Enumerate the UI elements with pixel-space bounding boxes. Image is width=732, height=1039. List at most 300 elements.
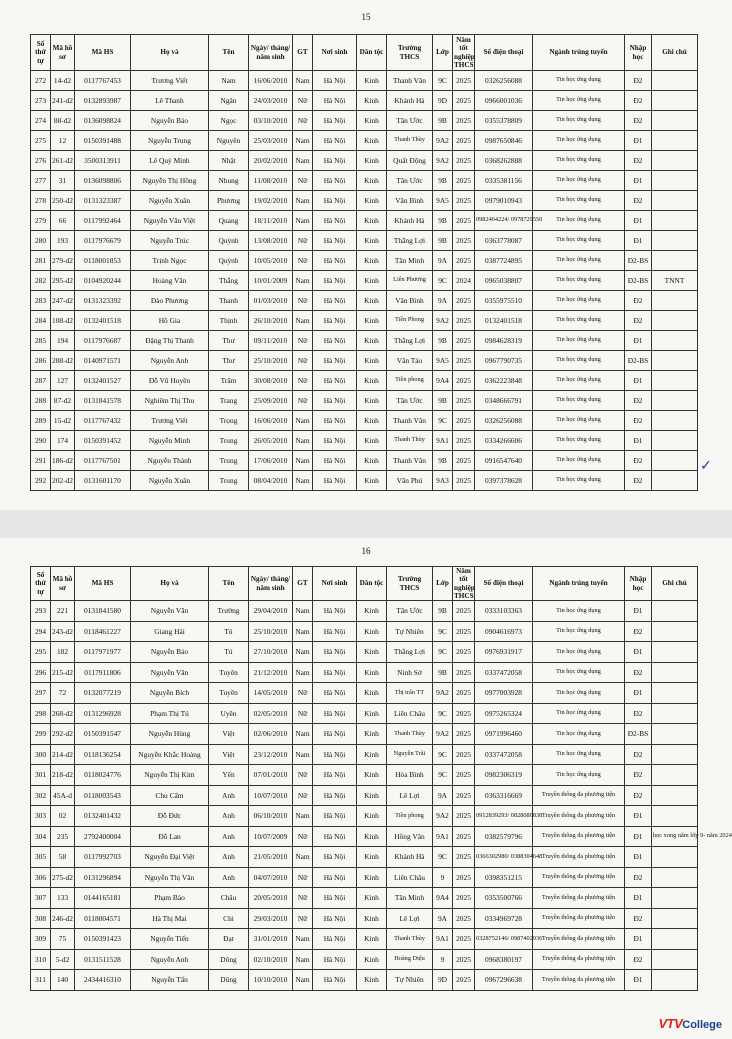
table-cell: 2025 bbox=[453, 621, 475, 642]
table-cell: 2025 bbox=[453, 703, 475, 724]
table-cell: Quỳnh bbox=[209, 251, 249, 271]
table-cell: Nguyễn Khắc Hoàng bbox=[131, 744, 209, 765]
table-cell: 288 bbox=[31, 391, 51, 411]
table-cell: Thắng bbox=[209, 271, 249, 291]
table-cell: 280 bbox=[31, 231, 51, 251]
table-cell: Nguyễn Hùng bbox=[131, 724, 209, 745]
column-header: Số điện thoại bbox=[475, 567, 533, 601]
table-cell: Nguyên bbox=[209, 131, 249, 151]
table-cell: 295 bbox=[31, 642, 51, 663]
table-cell: Đ1 bbox=[625, 601, 652, 622]
table-cell: Yến bbox=[209, 765, 249, 786]
table-cell: Phương bbox=[209, 191, 249, 211]
table-cell: Đỗ Vũ Huyền bbox=[131, 371, 209, 391]
table-row bbox=[31, 826, 698, 847]
table-cell: 2025 bbox=[453, 683, 475, 704]
table-cell: 2025 bbox=[453, 949, 475, 970]
column-header: Tên bbox=[209, 567, 249, 601]
table-cell: 2025 bbox=[453, 231, 475, 251]
table-cell: Nguyễn Đại Việt bbox=[131, 847, 209, 868]
table-cell: 0912839293/ 0828080838 bbox=[475, 806, 533, 827]
table-cell bbox=[652, 171, 698, 191]
table-cell: Hà Nội bbox=[313, 351, 357, 371]
table-cell: Tin học ứng dụng bbox=[533, 371, 625, 391]
table-cell: Kinh bbox=[357, 91, 387, 111]
table-cell: Trâm bbox=[209, 371, 249, 391]
table-cell: 0131323392 bbox=[75, 291, 131, 311]
table-cell: Thư bbox=[209, 351, 249, 371]
column-header: Nơi sinh bbox=[313, 567, 357, 601]
table-cell: Đ2 bbox=[625, 111, 652, 131]
table-row bbox=[31, 785, 698, 806]
table-cell: Kinh bbox=[357, 744, 387, 765]
table-cell: Kinh bbox=[357, 331, 387, 351]
column-header: GT bbox=[293, 35, 313, 71]
table-cell: Kinh bbox=[357, 662, 387, 683]
table-cell: 276 bbox=[31, 151, 51, 171]
table-cell: Đ2-BS bbox=[625, 271, 652, 291]
table-cell: Hoàng Diệu bbox=[387, 949, 433, 970]
table-cell: Đ1 bbox=[625, 888, 652, 909]
table-cell: Nữ bbox=[293, 91, 313, 111]
table-cell: 2025 bbox=[453, 251, 475, 271]
table-cell: Tin học ứng dụng bbox=[533, 451, 625, 471]
table-cell: 9A2 bbox=[433, 683, 453, 704]
table-cell: 0117976679 bbox=[75, 231, 131, 251]
table-cell: 292-d2 bbox=[51, 724, 75, 745]
table-cell: Hà Nội bbox=[313, 311, 357, 331]
table-cell: 45A-d bbox=[51, 785, 75, 806]
table-cell: Việt bbox=[209, 724, 249, 745]
table-cell: 277 bbox=[31, 171, 51, 191]
table-cell: 0117767501 bbox=[75, 451, 131, 471]
table-cell: 9A2 bbox=[433, 806, 453, 827]
table-cell: 285 bbox=[31, 331, 51, 351]
table-cell: Tin học ứng dụng bbox=[533, 291, 625, 311]
table-cell: Nữ bbox=[293, 826, 313, 847]
table-cell: 0967296638 bbox=[475, 970, 533, 991]
table-cell: 9A5 bbox=[433, 351, 453, 371]
table-cell: 0982464224/ 0978729550 bbox=[475, 211, 533, 231]
table-cell: Hà Nội bbox=[313, 765, 357, 786]
table-cell: Truyền thông đa phương tiện bbox=[533, 867, 625, 888]
table-cell: Anh bbox=[209, 826, 249, 847]
table-cell: 275-d2 bbox=[51, 867, 75, 888]
table-cell: Trọng bbox=[209, 411, 249, 431]
table-cell: Quất Động bbox=[387, 151, 433, 171]
table-cell: Hòa Bình bbox=[387, 765, 433, 786]
table-cell: Tin học ứng dụng bbox=[533, 91, 625, 111]
table-cell: Dũng bbox=[209, 970, 249, 991]
table-cell: Nữ bbox=[293, 231, 313, 251]
table-cell: 0118461227 bbox=[75, 621, 131, 642]
table-cell: Hà Nội bbox=[313, 683, 357, 704]
table-cell: 9A2 bbox=[433, 131, 453, 151]
column-header: Năm tốt nghiệp THCS bbox=[454, 567, 475, 600]
table-cell bbox=[652, 621, 698, 642]
table-cell: Nam bbox=[293, 970, 313, 991]
table-cell: 72 bbox=[51, 683, 75, 704]
table-row bbox=[31, 929, 698, 950]
table-cell: 0150391423 bbox=[75, 929, 131, 950]
table-cell: Kinh bbox=[357, 191, 387, 211]
table-cell: 0326256088 bbox=[475, 411, 533, 431]
table-cell: Nguyễn Tiến bbox=[131, 929, 209, 950]
table-cell: Nguyễn Minh bbox=[131, 431, 209, 451]
table-cell: 9A2 bbox=[433, 724, 453, 745]
table-cell: Khánh Hà bbox=[387, 211, 433, 231]
table-cell: 03/10/2010 bbox=[249, 111, 293, 131]
page-number: 15 bbox=[361, 12, 371, 22]
table-cell: Tân Ước bbox=[387, 601, 433, 622]
column-header: Trường THCS bbox=[387, 567, 433, 601]
table-cell: Thắng Lợi bbox=[387, 642, 433, 663]
table-cell bbox=[652, 949, 698, 970]
table-row bbox=[31, 111, 698, 131]
table-cell: Tin học ứng dụng bbox=[533, 703, 625, 724]
table-cell: 0348666791 bbox=[475, 391, 533, 411]
table-cell: 0131296928 bbox=[75, 703, 131, 724]
table-cell: 20/02/2010 bbox=[249, 151, 293, 171]
table-cell: Thanh Thùy bbox=[387, 431, 433, 451]
table-cell: Tân Ước bbox=[387, 111, 433, 131]
table-cell: 9A bbox=[433, 908, 453, 929]
table-cell: Đ1 bbox=[625, 826, 652, 847]
table-cell bbox=[652, 251, 698, 271]
table-cell: 9B bbox=[433, 451, 453, 471]
table-cell: 9C bbox=[433, 642, 453, 663]
page-16 bbox=[0, 538, 732, 1039]
table-cell: 02 bbox=[51, 806, 75, 827]
table-cell: Quỳnh bbox=[209, 231, 249, 251]
table-cell: 9D bbox=[433, 91, 453, 111]
table-cell: Hà Nội bbox=[313, 744, 357, 765]
table-cell: Hà Nội bbox=[313, 662, 357, 683]
table-cell: 17/06/2010 bbox=[249, 451, 293, 471]
table-cell: Hồ Gia bbox=[131, 311, 209, 331]
table-cell bbox=[652, 211, 698, 231]
table-row bbox=[31, 91, 698, 111]
table-cell: 214-d2 bbox=[51, 744, 75, 765]
table-cell: 9B bbox=[433, 231, 453, 251]
table-row bbox=[31, 411, 698, 431]
table-cell: 279 bbox=[31, 211, 51, 231]
table-cell: Hà Nội bbox=[313, 231, 357, 251]
table-cell: Văn Phú bbox=[387, 471, 433, 491]
table-cell bbox=[652, 888, 698, 909]
table-row bbox=[31, 431, 698, 451]
table-cell: Nguyễn Bảo bbox=[131, 642, 209, 663]
table-cell: Nam bbox=[293, 311, 313, 331]
table-cell bbox=[652, 431, 698, 451]
table-cell: 311 bbox=[31, 970, 51, 991]
table-cell: 9C bbox=[433, 744, 453, 765]
table-cell: 309 bbox=[31, 929, 51, 950]
table-cell: Kinh bbox=[357, 908, 387, 929]
table-cell: Đào Phương bbox=[131, 291, 209, 311]
table-cell: Việt bbox=[209, 744, 249, 765]
table-cell: 291 bbox=[31, 451, 51, 471]
column-header: Họ và bbox=[131, 35, 209, 71]
table-cell: 02/10/2010 bbox=[249, 949, 293, 970]
column-header: Mã hồ sơ bbox=[51, 567, 75, 601]
table-cell: 29/03/2010 bbox=[249, 908, 293, 929]
table-cell: Phạm Thị Tú bbox=[131, 703, 209, 724]
table-cell: 0131296894 bbox=[75, 867, 131, 888]
table-row bbox=[31, 191, 698, 211]
table-cell: 0975265324 bbox=[475, 703, 533, 724]
table-cell: 0132401518 bbox=[475, 311, 533, 331]
table-cell: Kinh bbox=[357, 71, 387, 91]
table-cell: 0368262888 bbox=[475, 151, 533, 171]
table-cell: Nguyễn Anh bbox=[131, 949, 209, 970]
table-cell: 286 bbox=[31, 351, 51, 371]
table-cell: Nam bbox=[293, 724, 313, 745]
table-cell: 2434416310 bbox=[75, 970, 131, 991]
table-row bbox=[31, 621, 698, 642]
table-row bbox=[31, 471, 698, 491]
column-header: Ghi chú bbox=[652, 567, 698, 601]
table-cell: Truyền thông đa phương tiện bbox=[533, 908, 625, 929]
table-cell: Ngọc bbox=[209, 111, 249, 131]
table-cell: 9A4 bbox=[433, 888, 453, 909]
table-cell bbox=[652, 371, 698, 391]
table-cell: 02/05/2010 bbox=[249, 703, 293, 724]
table-cell: Hà Nội bbox=[313, 970, 357, 991]
table-cell: Nữ bbox=[293, 331, 313, 351]
table-cell: 0118024776 bbox=[75, 765, 131, 786]
table-cell: 9C bbox=[433, 271, 453, 291]
table-cell: 10/05/2010 bbox=[249, 251, 293, 271]
table-cell: 0131841578 bbox=[75, 391, 131, 411]
table-cell: Trang bbox=[209, 391, 249, 411]
table-row bbox=[31, 847, 698, 868]
table-cell: 0904616973 bbox=[475, 621, 533, 642]
table-cell: 08/04/2010 bbox=[249, 471, 293, 491]
table-cell: Kinh bbox=[357, 311, 387, 331]
table-cell: 21/12/2010 bbox=[249, 662, 293, 683]
table-cell: 2025 bbox=[453, 662, 475, 683]
table-cell: 0977003928 bbox=[475, 683, 533, 704]
table-cell: Tú bbox=[209, 642, 249, 663]
table-cell: Nam bbox=[293, 642, 313, 663]
table-cell: 0117976687 bbox=[75, 331, 131, 351]
table-cell: Tin học ứng dụng bbox=[533, 231, 625, 251]
page-gap bbox=[0, 510, 732, 538]
table-cell: 06/10/2010 bbox=[249, 806, 293, 827]
table-cell bbox=[652, 929, 698, 950]
table-cell: Tin học ứng dụng bbox=[533, 621, 625, 642]
table-cell: 0150391452 bbox=[75, 431, 131, 451]
vtv-college-logo bbox=[658, 1016, 722, 1031]
table-cell: Trung bbox=[209, 471, 249, 491]
table-cell: 2025 bbox=[453, 151, 475, 171]
table-cell: 88-d2 bbox=[51, 111, 75, 131]
table-row bbox=[31, 765, 698, 786]
table-cell: 2025 bbox=[453, 351, 475, 371]
table-cell: 3500313911 bbox=[75, 151, 131, 171]
table-cell: Nhật bbox=[209, 151, 249, 171]
table-cell: 0982306319 bbox=[475, 765, 533, 786]
table-cell: 0335381156 bbox=[475, 171, 533, 191]
table-cell: 2025 bbox=[453, 929, 475, 950]
column-header: Họ và bbox=[131, 567, 209, 601]
table-cell: Kinh bbox=[357, 271, 387, 291]
table-cell: Nam bbox=[293, 211, 313, 231]
table-cell: 290 bbox=[31, 431, 51, 451]
table-cell: 0140971571 bbox=[75, 351, 131, 371]
table-cell: 0366302980/ 0388304648 bbox=[475, 847, 533, 868]
table-cell: Hà Nội bbox=[313, 621, 357, 642]
table-cell: 16/06/2010 bbox=[249, 71, 293, 91]
table-cell: 0363316669 bbox=[475, 785, 533, 806]
table-cell: 2025 bbox=[453, 171, 475, 191]
table-cell: Tiền phong bbox=[387, 806, 433, 827]
table-cell: 0117992703 bbox=[75, 847, 131, 868]
table-cell: Hà Nội bbox=[313, 724, 357, 745]
table-cell: Kinh bbox=[357, 371, 387, 391]
table-cell: Đỗ Lan bbox=[131, 826, 209, 847]
table-cell: Nữ bbox=[293, 371, 313, 391]
table-cell bbox=[652, 744, 698, 765]
table-cell: 9A5 bbox=[433, 191, 453, 211]
table-cell bbox=[652, 391, 698, 411]
table-cell: 0150391547 bbox=[75, 724, 131, 745]
table-cell: Hà Nội bbox=[313, 703, 357, 724]
table-cell: 0118003543 bbox=[75, 785, 131, 806]
table-cell: 215-d2 bbox=[51, 662, 75, 683]
table-cell: Tin học ứng dụng bbox=[533, 331, 625, 351]
table-cell: Nữ bbox=[293, 111, 313, 131]
table-cell bbox=[652, 683, 698, 704]
table-cell: Trương Viết bbox=[131, 71, 209, 91]
table-cell: 0104920244 bbox=[75, 271, 131, 291]
table-cell: Hà Nội bbox=[313, 171, 357, 191]
table-cell: 133 bbox=[51, 888, 75, 909]
table-row bbox=[31, 171, 698, 191]
table-cell: 202-d2 bbox=[51, 471, 75, 491]
table-cell: 9D bbox=[433, 970, 453, 991]
table-cell: 0382579796 bbox=[475, 826, 533, 847]
table-cell: 2025 bbox=[453, 826, 475, 847]
table-cell: Hà Nội bbox=[313, 211, 357, 231]
table-cell: Thư bbox=[209, 331, 249, 351]
table-cell: Tự Nhiên bbox=[387, 970, 433, 991]
table-cell: Truyền thông đa phương tiện bbox=[533, 888, 625, 909]
column-header: Ngày/ tháng/ năm sinh bbox=[249, 567, 293, 601]
table-cell: 0118001853 bbox=[75, 251, 131, 271]
table-cell bbox=[652, 703, 698, 724]
table-cell: Liên Châu bbox=[387, 867, 433, 888]
table-cell: Nam bbox=[293, 471, 313, 491]
table-cell: 174 bbox=[51, 431, 75, 451]
table-cell: Nữ bbox=[293, 908, 313, 929]
table-cell: Ninh Sở bbox=[387, 662, 433, 683]
table-row bbox=[31, 371, 698, 391]
table-cell: Kinh bbox=[357, 621, 387, 642]
table-cell bbox=[652, 642, 698, 663]
table-cell: 18/11/2010 bbox=[249, 211, 293, 231]
table-cell: 0355378809 bbox=[475, 111, 533, 131]
table-cell bbox=[652, 91, 698, 111]
table-cell: 10/01/2009 bbox=[249, 271, 293, 291]
table-row bbox=[31, 806, 698, 827]
table-cell: Trịnh Ngọc bbox=[131, 251, 209, 271]
table-cell: 284 bbox=[31, 311, 51, 331]
table-cell: 281 bbox=[31, 251, 51, 271]
table-cell bbox=[652, 291, 698, 311]
admission-table bbox=[30, 566, 732, 991]
table-cell: Hà Nội bbox=[313, 71, 357, 91]
table-cell: 75 bbox=[51, 929, 75, 950]
table-cell: 287 bbox=[31, 371, 51, 391]
table-cell: Nữ bbox=[293, 291, 313, 311]
table-cell: Đ2 bbox=[625, 311, 652, 331]
table-cell: 2025 bbox=[453, 411, 475, 431]
table-cell: 13/08/2010 bbox=[249, 231, 293, 251]
logo-suffix: College bbox=[682, 1019, 722, 1031]
table-cell: Đ1 bbox=[625, 929, 652, 950]
table-cell: Nguyễn Trúc bbox=[131, 231, 209, 251]
column-header: Mã HS bbox=[75, 35, 131, 71]
table-cell: Chu Cẩm bbox=[131, 785, 209, 806]
table-cell: 246-d2 bbox=[51, 908, 75, 929]
table-cell: 0967790735 bbox=[475, 351, 533, 371]
table-cell: Anh bbox=[209, 847, 249, 868]
table-cell: Đ2 bbox=[625, 151, 652, 171]
table-cell: Tuyên bbox=[209, 662, 249, 683]
table-cell: Nam bbox=[293, 662, 313, 683]
table-cell: Hà Nội bbox=[313, 806, 357, 827]
table-cell: 273 bbox=[31, 91, 51, 111]
table-cell: 25/03/2010 bbox=[249, 131, 293, 151]
table-cell: Đ1 bbox=[625, 371, 652, 391]
table-cell: 9C bbox=[433, 621, 453, 642]
table-cell: 288-d2 bbox=[51, 351, 75, 371]
table-cell: Tân Ước bbox=[387, 171, 433, 191]
table-row bbox=[31, 970, 698, 991]
table-cell: Tin học ứng dụng bbox=[533, 642, 625, 663]
table-cell: 2024 bbox=[453, 271, 475, 291]
table-cell: Lê Lợi bbox=[387, 908, 433, 929]
table-cell: 0118136254 bbox=[75, 744, 131, 765]
table-cell: 0333103363 bbox=[475, 601, 533, 622]
table-cell: Văn Bình bbox=[387, 191, 433, 211]
table-row bbox=[31, 744, 698, 765]
table-cell: Đ1 bbox=[625, 683, 652, 704]
table-cell: học xong năm lớp 9- năm 2024 bbox=[652, 826, 698, 847]
table-cell: Kinh bbox=[357, 949, 387, 970]
table-cell: 0132401432 bbox=[75, 806, 131, 827]
table-cell: Nữ bbox=[293, 785, 313, 806]
table-cell: Truyền thông đa phương tiện bbox=[533, 929, 625, 950]
table-cell: Hà Nội bbox=[313, 411, 357, 431]
table-cell: 193 bbox=[51, 231, 75, 251]
table-cell: 10/07/2009 bbox=[249, 826, 293, 847]
table-cell: Kinh bbox=[357, 231, 387, 251]
column-header: Nhập học bbox=[625, 567, 652, 601]
table-cell: 25/09/2010 bbox=[249, 391, 293, 411]
table-cell: 9B bbox=[433, 331, 453, 351]
table-cell: Văn Bình bbox=[387, 291, 433, 311]
table-cell: Kinh bbox=[357, 642, 387, 663]
table-cell: 303 bbox=[31, 806, 51, 827]
table-cell: Thị trấn TT bbox=[387, 683, 433, 704]
table-cell: 9C bbox=[433, 847, 453, 868]
table-cell: 296 bbox=[31, 662, 51, 683]
table-cell: Thanh bbox=[209, 291, 249, 311]
table-cell: 12 bbox=[51, 131, 75, 151]
